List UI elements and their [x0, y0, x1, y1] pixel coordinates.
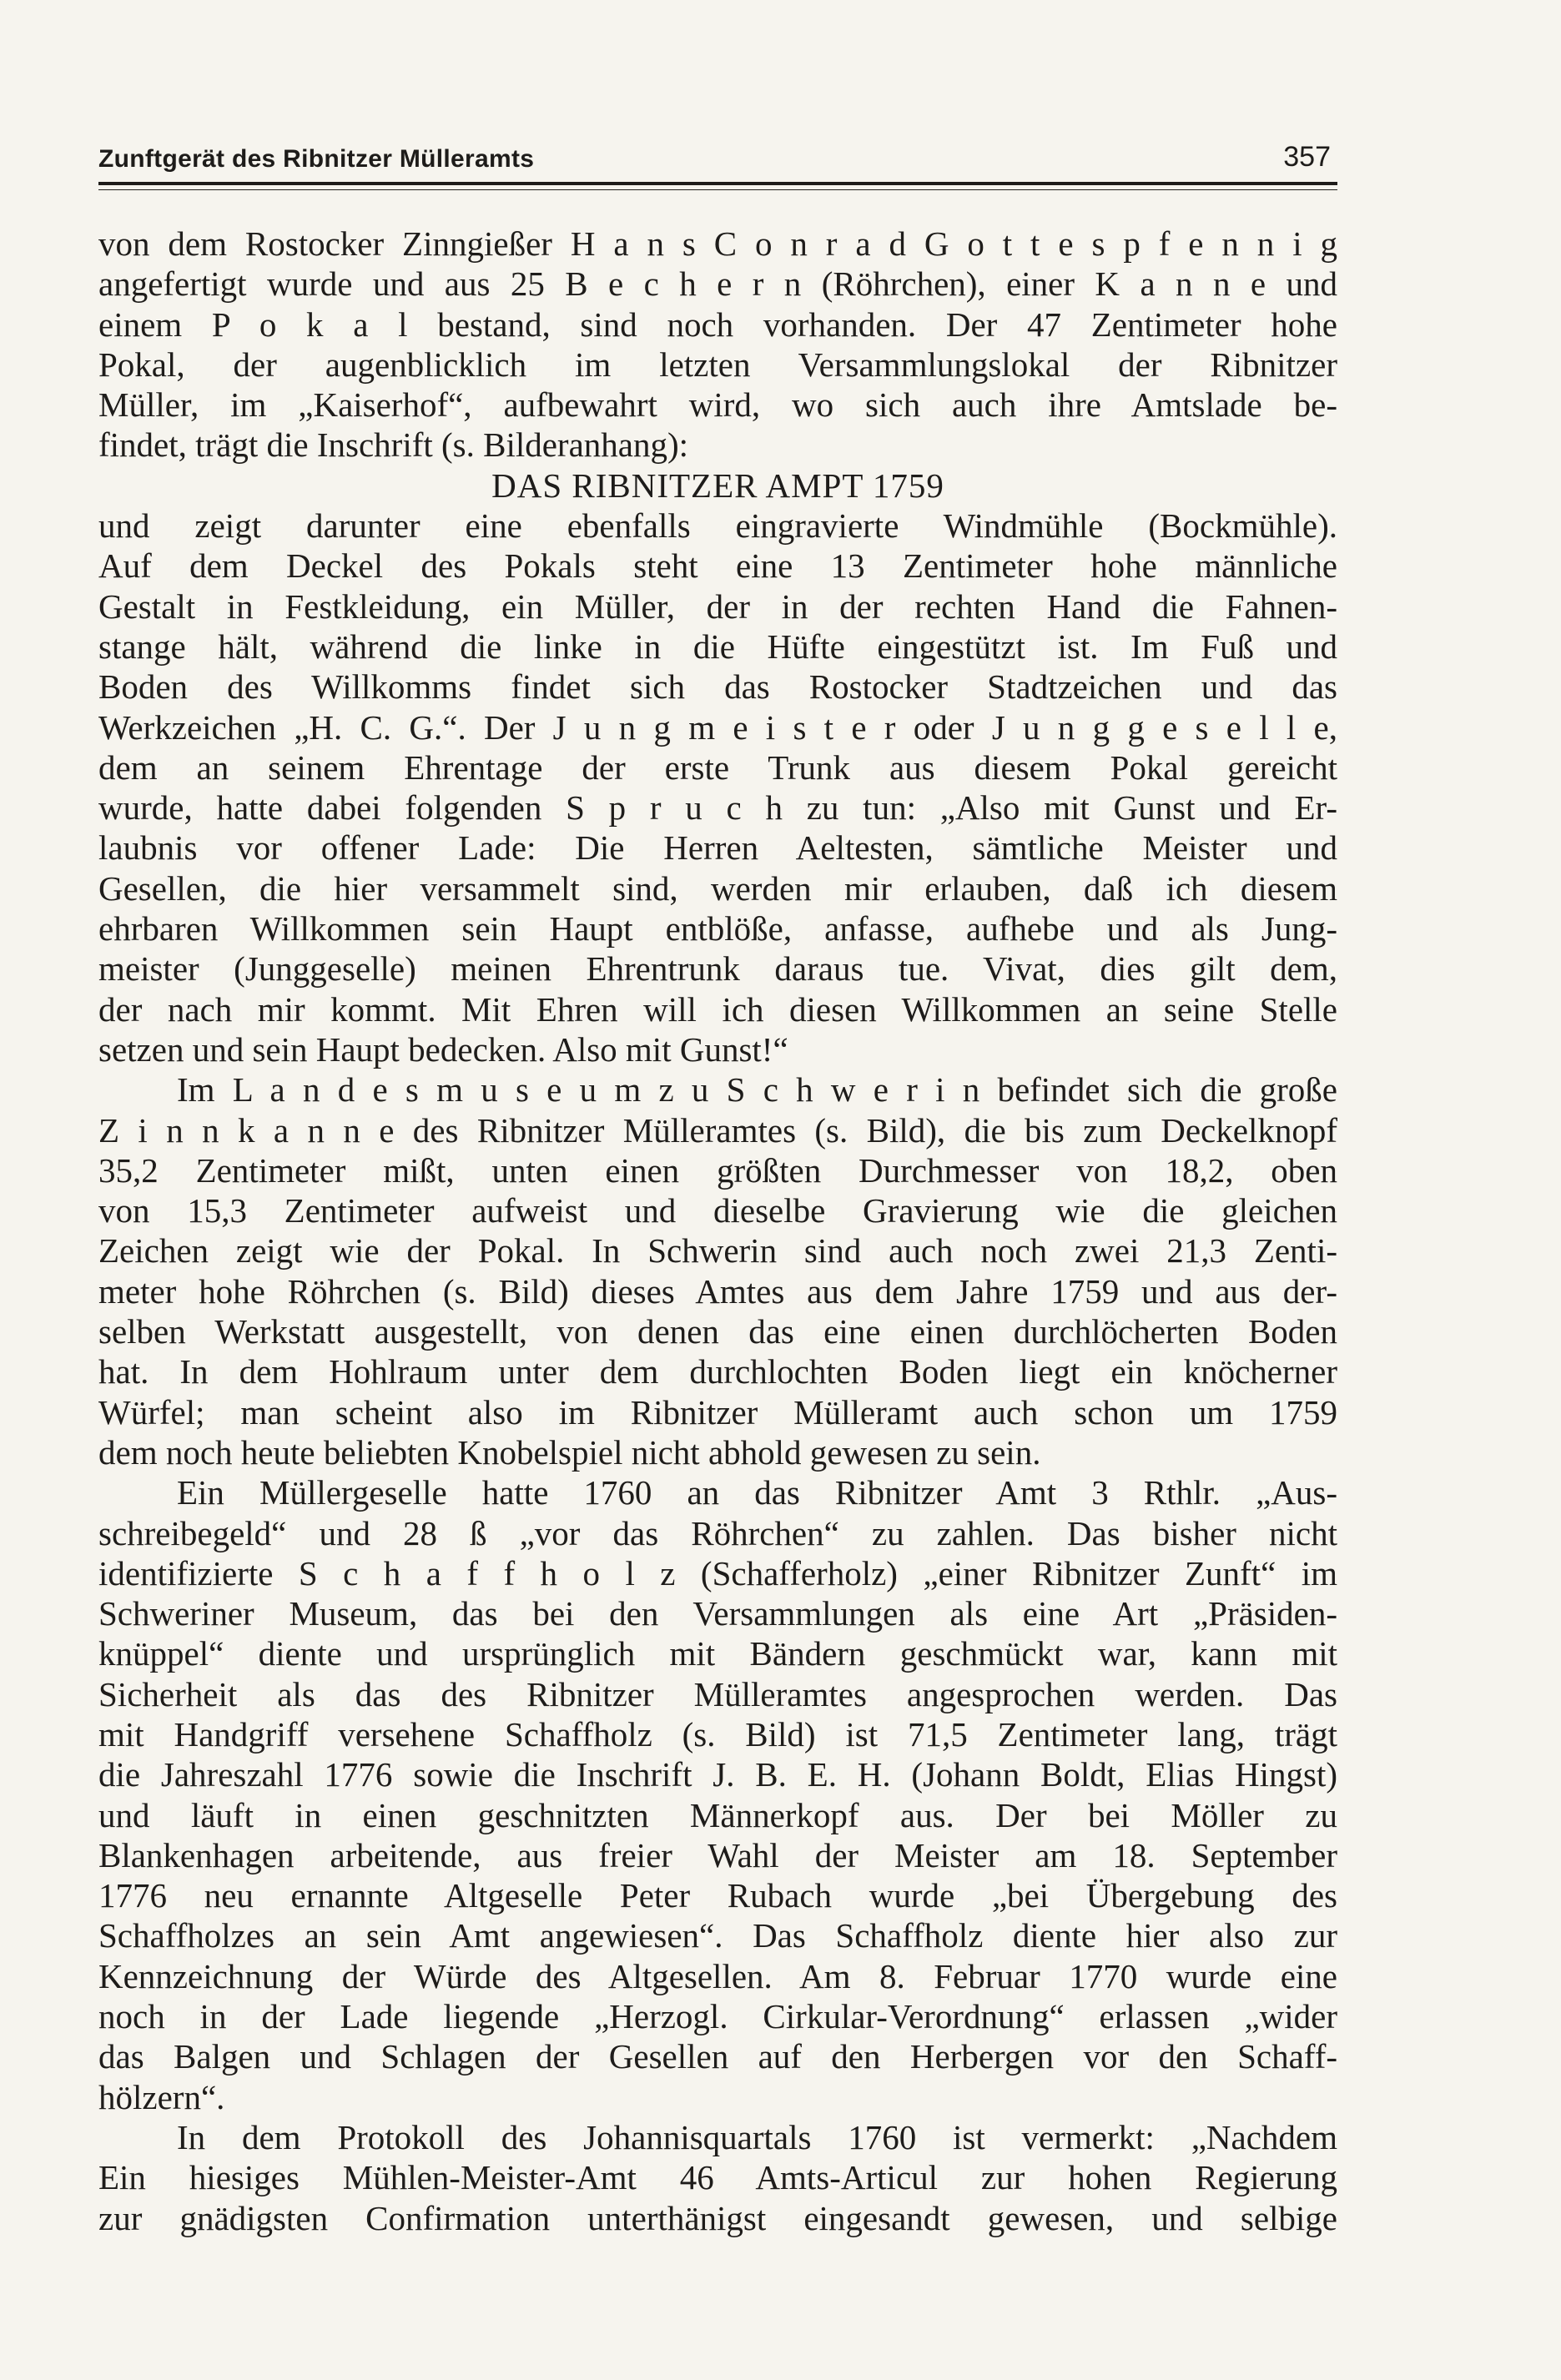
header-rule-thick	[98, 182, 1337, 185]
running-title: Zunftgerät des Ribnitzer Mülleramts	[98, 145, 535, 173]
text-line: dem noch heute beliebten Knobelspiel nicht abhold gewesen zu sein.	[98, 1432, 1041, 1472]
text-line: Gestalt in Festkleidung, ein Müller, der in der rechten Hand die Fahnen-	[98, 586, 1337, 626]
text-line: Zeichen zeigt wie der Pokal. In Schwerin sind auch noch zwei 21,3 Zenti-	[98, 1231, 1337, 1271]
page-number: 357	[1283, 141, 1331, 173]
text-line: Ein hiesiges Mühlen-Meister-Amt 46 Amts-Articul zur hohen Regierung	[98, 2158, 1337, 2197]
text-line: selben Werkstatt ausgestellt, von denen das eine einen durchlöcherten Boden	[98, 1312, 1337, 1351]
text-line: meter hohe Röhrchen (s. Bild) dieses Amtes aus dem Jahre 1759 und aus der-	[98, 1271, 1337, 1311]
paragraph-start-line: Ein Müllergeselle hatte 1760 an das Ribnitzer Amt 3 Rthlr. „Aus-	[177, 1473, 1337, 1512]
running-head	[98, 133, 1337, 174]
text-line: Müller, im „Kaiserhof“, aufbewahrt wird, wo sich auch ihre Amtslade be-	[98, 385, 1337, 425]
text-line: Pokal, der augenblicklich im letzten Versammlungslokal der Ribnitzer	[98, 345, 1337, 384]
paragraph-start-line: Im L a n d e s m u s e u m z u S c h w e r i n befindet sich die große	[177, 1070, 1337, 1109]
text-line: zur gnädigsten Confirmation unterthänigst eingesandt gewesen, und selbige	[98, 2198, 1337, 2237]
text-line: angefertigt wurde und aus 25 B e c h e r n (Röhrchen), einer K a n n e und	[98, 264, 1337, 304]
text-line: findet, trägt die Inschrift (s. Bilderanhang):	[98, 425, 689, 465]
text-line: identifizierte S c h a f f h o l z (Schafferholz) „einer Ribnitzer Zunft“ im	[98, 1553, 1337, 1593]
text-line: die Jahreszahl 1776 sowie die Inschrift J. B. E. H. (Johann Boldt, Elias Hingst)	[98, 1755, 1337, 1794]
text-line: Würfel; man scheint also im Ribnitzer Mülleramt auch schon um 1759	[98, 1392, 1337, 1432]
text-line: knüppel“ diente und ursprünglich mit Bändern geschmückt war, kann mit	[98, 1634, 1337, 1673]
body-text	[98, 224, 1337, 2238]
paragraph-start-line: In dem Protokoll des Johannisquartals 1760 ist vermerkt: „Nachdem	[177, 2117, 1337, 2156]
header-rule-thin	[98, 189, 1337, 190]
text-line: noch in der Lade liegende „Herzogl. Cirkular-Verordnung“ erlassen „wider	[98, 1997, 1337, 2036]
book-page	[98, 133, 1337, 2238]
text-line: meister (Junggeselle) meinen Ehrentrunk daraus tue. Vivat, dies gilt dem,	[98, 949, 1337, 989]
text-line: Werkzeichen „H. C. G.“. Der J u n g m e i s t e r oder J u n g g e s e l l e,	[98, 707, 1337, 747]
inscription-line: DAS RIBNITZER AMPT 1759	[491, 465, 944, 505]
text-line: 35,2 Zentimeter mißt, unten einen größten Durchmesser von 18,2, oben	[98, 1150, 1337, 1190]
text-line: schreibegeld“ und 28 ß „vor das Röhrchen“ zu zahlen. Das bisher nicht	[98, 1513, 1337, 1552]
text-line: und zeigt darunter eine ebenfalls eingravierte Windmühle (Bockmühle).	[98, 506, 1337, 546]
text-line: hölzern“.	[98, 2077, 225, 2116]
text-line: von dem Rostocker Zinngießer H a n s C o n r a d G o t t e s p f e n n i g	[98, 224, 1337, 263]
text-line: der nach mir kommt. Mit Ehren will ich diesen Willkommen an seine Stelle	[98, 989, 1337, 1029]
text-line: 1776 neu ernannte Altgeselle Peter Rubach wurde „bei Übergebung des	[98, 1876, 1337, 1915]
text-line: Schweriner Museum, das bei den Versammlungen als eine Art „Präsiden-	[98, 1594, 1337, 1633]
text-line: Schaffholzes an sein Amt angewiesen“. Das Schaffholz diente hier also zur	[98, 1916, 1337, 1955]
text-line: setzen und sein Haupt bedecken. Also mit Gunst!“	[98, 1029, 788, 1069]
text-line: Blankenhagen arbeitende, aus freier Wahl der Meister am 18. September	[98, 1835, 1337, 1874]
text-line: stange hält, während die linke in die Hüfte eingestützt ist. Im Fuß und	[98, 626, 1337, 666]
text-line: von 15,3 Zentimeter aufweist und dieselbe Gravierung wie die gleichen	[98, 1191, 1337, 1230]
text-line: ehrbaren Willkommen sein Haupt entblöße, anfasse, aufhebe und als Jung-	[98, 909, 1337, 948]
text-line: Z i n n k a n n e des Ribnitzer Mülleramtes (s. Bild), die bis zum Deckelknopf	[98, 1110, 1337, 1150]
text-line: das Balgen und Schlagen der Gesellen auf den Herbergen vor den Schaff-	[98, 2037, 1337, 2076]
text-line: dem an seinem Ehrentage der erste Trunk aus diesem Pokal gereicht	[98, 747, 1337, 787]
text-line: Boden des Willkomms findet sich das Rostocker Stadtzeichen und das	[98, 667, 1337, 707]
text-line: einem P o k a l bestand, sind noch vorhanden. Der 47 Zentimeter hohe	[98, 304, 1337, 344]
text-line: Sicherheit als das des Ribnitzer Mülleramtes angesprochen werden. Das	[98, 1674, 1337, 1713]
text-line: mit Handgriff versehene Schaffholz (s. Bild) ist 71,5 Zentimeter lang, trägt	[98, 1714, 1337, 1754]
text-line: wurde, hatte dabei folgenden S p r u c h zu tun: „Also mit Gunst und Er-	[98, 788, 1337, 828]
text-line: hat. In dem Hohlraum unter dem durchlochten Boden liegt ein knöcherner	[98, 1352, 1337, 1391]
text-line: und läuft in einen geschnitzten Männerkopf aus. Der bei Möller zu	[98, 1795, 1337, 1834]
text-line: laubnis vor offener Lade: Die Herren Aeltesten, sämtliche Meister und	[98, 828, 1337, 868]
text-line: Kennzeichnung der Würde des Altgesellen. Am 8. Februar 1770 wurde eine	[98, 1956, 1337, 1995]
text-line: Auf dem Deckel des Pokals steht eine 13 Zentimeter hohe männliche	[98, 546, 1337, 586]
text-line: Gesellen, die hier versammelt sind, werden mir erlauben, daß ich diesem	[98, 868, 1337, 908]
